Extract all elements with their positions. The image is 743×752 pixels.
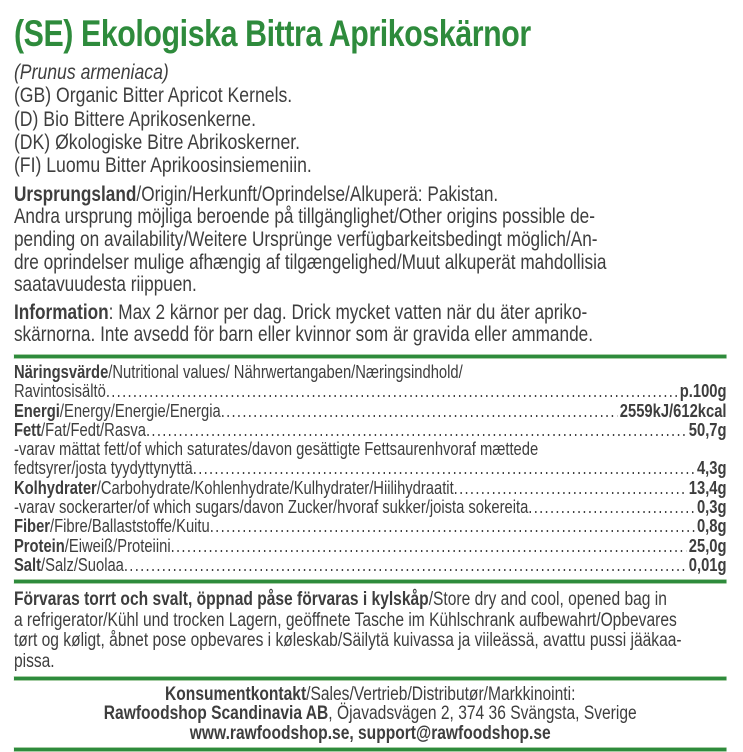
nutrient-name: Näringsvärde <box>13 361 109 382</box>
origin-section <box>14 184 727 297</box>
contact-section <box>14 685 727 743</box>
information-heading-label: Information <box>13 300 109 324</box>
table-row <box>14 402 727 421</box>
table-row <box>14 363 727 402</box>
nutrition-header-line <box>14 363 727 382</box>
table-row <box>14 498 727 517</box>
nutrient-value: 0,8g <box>696 516 727 537</box>
origin-heading-text: /Origin/Herkunft/Oprindelse/Alkuperä: Pakistan. <box>136 182 499 206</box>
nutrient-translations: /Salz/Suolaa <box>41 554 124 575</box>
nutrition-table <box>14 363 727 575</box>
storage-line <box>14 590 727 611</box>
page-title: (SE) Ekologiska Bittra Aprikoskärnor <box>13 13 531 54</box>
table-row <box>14 556 727 575</box>
nutrient-value: 2559kJ/612kcal <box>619 400 727 421</box>
contact-heading-label: Konsumentkontakt <box>165 684 307 706</box>
origin-text-line: Andra ursprung möjliga beroende på tillgänglighet/Other origins possible de- <box>13 205 595 229</box>
nutrient-translations: Ravintosisältö <box>13 381 106 402</box>
nutrient-translations: /Fibre/Ballaststoffe/Kuitu <box>50 516 210 537</box>
dot-leader <box>146 421 686 440</box>
divider-rule <box>14 354 727 359</box>
contact-line <box>14 704 727 723</box>
table-row <box>14 479 727 498</box>
company-address: , Öjavadsvägen 2, 374 36 Svängsta, Sverige <box>328 703 637 725</box>
nutrient-value: 25,0g <box>688 535 727 556</box>
table-row <box>14 537 727 556</box>
storage-heading-label: Förvaras torrt och svalt, öppnad påse förvaras i kylskåp <box>13 589 429 611</box>
nutrient-value: 0,3g <box>696 497 727 517</box>
nutrient-translations: /Eiweiß/Proteiini <box>64 535 171 556</box>
translation-line: (FI) Luomu Bitter Aprikoosinsiemeniin. <box>13 153 312 178</box>
company-name: Rawfoodshop Scandinavia AB <box>103 703 329 725</box>
origin-heading <box>14 184 727 207</box>
storage-line: tørt og køligt, åbnet pose opbevares i køleskab/Säilytä kuivassa ja viileässä, avattu pussi jääkaa- <box>13 630 682 652</box>
dot-leader <box>528 498 694 517</box>
nutrient-name: Protein <box>13 535 65 556</box>
nutrient-value: p.100g <box>679 381 727 402</box>
nutrient-name: Energi <box>13 400 60 421</box>
nutrient-name: Fiber <box>13 516 51 537</box>
table-row <box>14 517 727 536</box>
nutrient-translations: -varav mättat fett/of which saturates/davon gesättigte Fettsaurenhvoraf mættede <box>13 439 539 460</box>
origin-text-line: dre oprindelser mulige afhængig af tilgængelighed/Muut alkuperät mahdollisia <box>13 250 607 274</box>
dot-leader <box>210 517 695 536</box>
divider-rule <box>14 579 727 584</box>
storage-line: a refrigerator/Kühl und trocken Lagern, geöffnete Tasche im Kühlschrank aufbewahrt/Opbevares <box>13 609 677 631</box>
dot-leader <box>171 537 687 556</box>
dot-leader <box>106 382 677 401</box>
nutrient-translations: /Energy/Energie/Energia <box>59 400 221 421</box>
nutrient-value: 0,01g <box>688 554 727 575</box>
contact-line <box>14 685 727 704</box>
storage-section <box>14 590 727 672</box>
nutrient-value: 4,3g <box>696 458 727 479</box>
nutrient-name: Fett <box>13 419 42 440</box>
origin-heading-label: Ursprungsland <box>13 182 137 206</box>
nutrient-name: Kolhydrater <box>13 477 97 498</box>
table-row <box>14 440 727 479</box>
nutrient-translations: /Nutritional values/ Nährwertangaben/Næringsindhold/ <box>108 361 463 382</box>
information-text: : Max 2 kärnor per dag. Drick mycket vatten när du äter apriko- <box>108 300 588 324</box>
table-row <box>14 421 727 440</box>
information-section <box>14 302 727 347</box>
dot-leader <box>454 479 687 498</box>
origin-text-line: saatavuudesta riippuen. <box>13 273 197 297</box>
storage-text: /Store dry and cool, opened bag in <box>428 589 667 611</box>
translation-line: (GB) Organic Bitter Apricot Kernels. <box>13 83 293 108</box>
divider-rule <box>14 747 727 752</box>
nutrient-translations: -varav sockerarter/of which sugars/davon Zucker/hvoraf sukker/joista sokereita <box>13 497 529 517</box>
product-names <box>14 61 727 178</box>
nutrient-translations: /Carbohydrate/Kohlenhydrate/Kulhydrater/Hiilihydraatit <box>96 477 454 498</box>
nutrient-translations: fedtsyrer/josta tyydyttynyttä <box>13 458 193 479</box>
information-line: skärnorna. Inte avsedd för barn eller kvinnor som är gravida eller ammande. <box>13 323 594 347</box>
nutrient-value: 50,7g <box>688 419 727 440</box>
divider-rule <box>14 676 727 681</box>
dot-leader <box>221 402 618 421</box>
contact-text: /Sales/Vertrieb/Distributør/Markkinointi: <box>306 684 576 706</box>
dot-leader <box>124 556 686 575</box>
nutrient-translations: /Fat/Fedt/Rasva <box>41 419 147 440</box>
dot-leader <box>193 459 695 478</box>
storage-line: pissa. <box>13 650 55 672</box>
information-line <box>14 302 727 325</box>
website-and-email: www.rawfoodshop.se, support@rawfoodshop.se <box>189 722 551 744</box>
nutrient-name: Salt <box>13 554 42 575</box>
nutrient-value: 13,4g <box>688 477 727 498</box>
translation-line: (D) Bio Bittere Aprikosenkerne. <box>13 106 256 131</box>
latin-name: (Prunus armeniaca) <box>13 59 169 84</box>
translation-line: (DK) Økologiske Bitre Abrikoskerner. <box>13 129 301 154</box>
origin-text-line: pending on availability/Weitere Ursprünge verfügbarkeitsbedingt möglich/An- <box>13 227 598 251</box>
